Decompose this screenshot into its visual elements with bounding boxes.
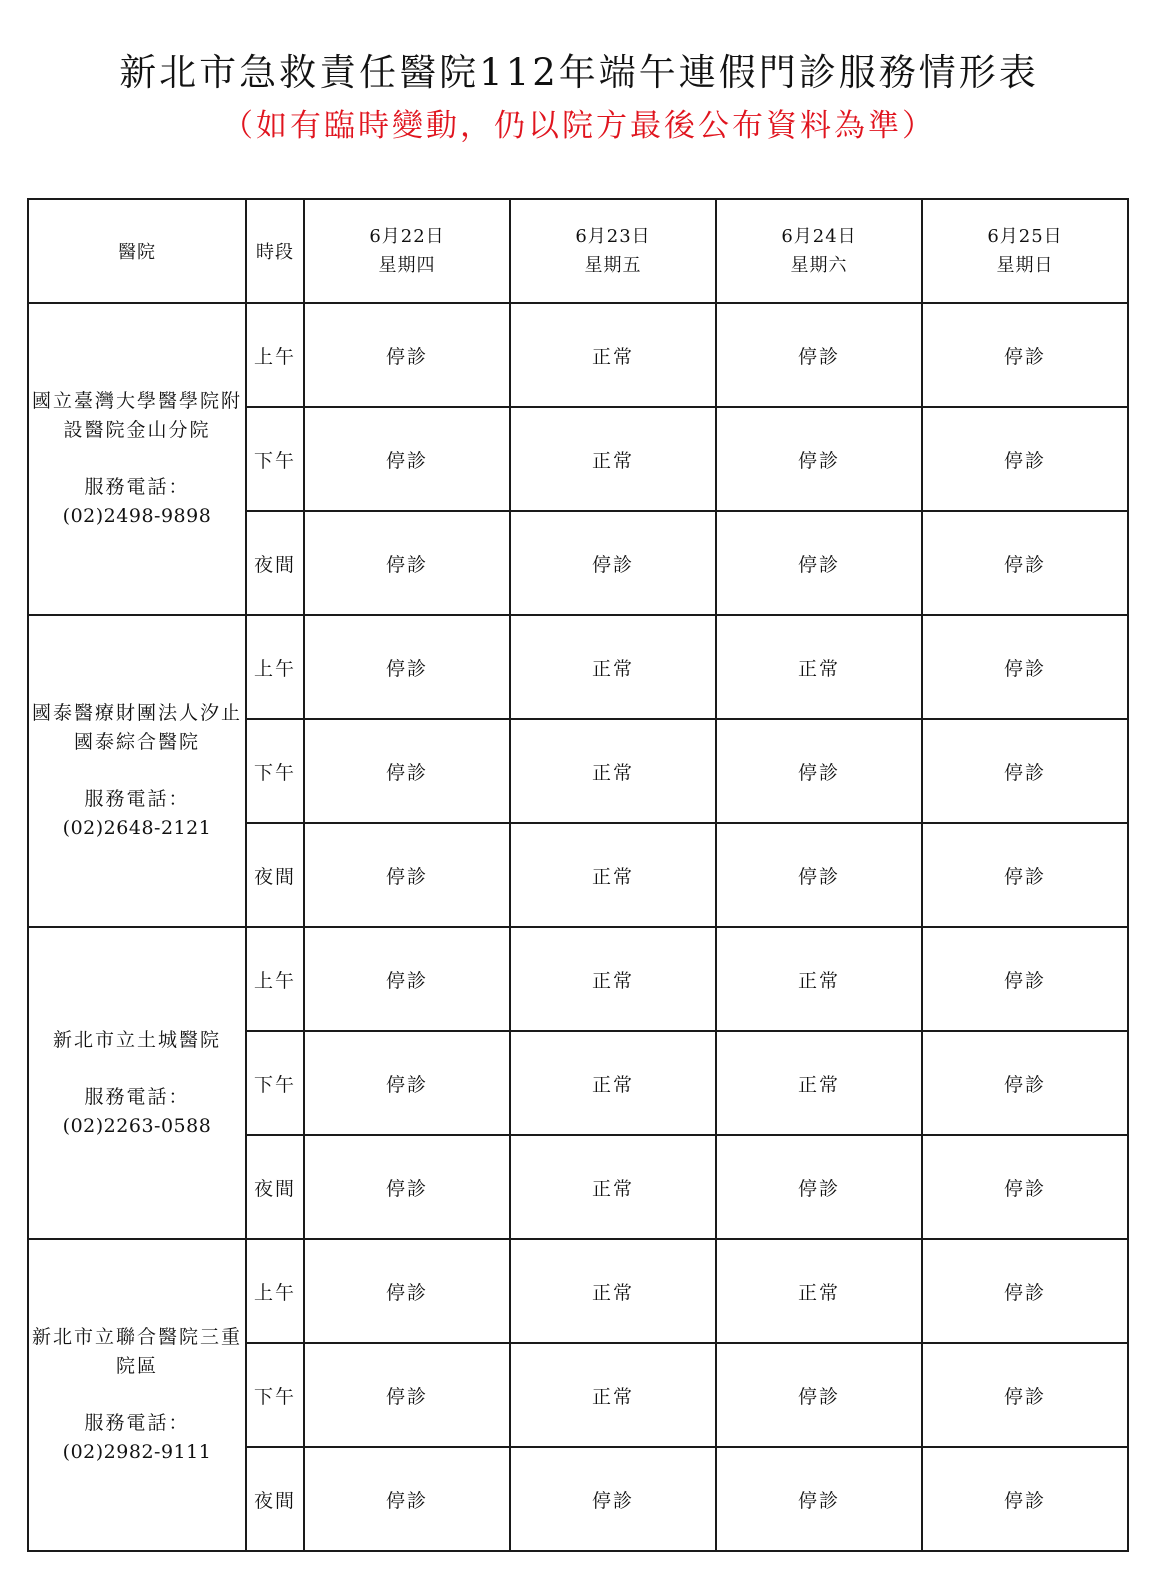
header-weekday: 星期五 [584, 255, 642, 276]
status-cell: 停診 [304, 719, 510, 823]
header-date: 6月25日 [987, 226, 1063, 247]
hospital-tel-label: 服務電話： [84, 476, 190, 498]
time-slot: 夜間 [246, 1135, 304, 1239]
status-cell: 正常 [716, 1031, 922, 1135]
header-time-slot: 時段 [246, 199, 304, 303]
status-cell: 正常 [510, 927, 716, 1031]
status-cell: 正常 [716, 1239, 922, 1343]
status-cell: 停診 [304, 511, 510, 615]
status-cell: 停診 [304, 1031, 510, 1135]
time-slot: 下午 [246, 1343, 304, 1447]
status-cell: 停診 [304, 1239, 510, 1343]
time-slot: 上午 [246, 615, 304, 719]
status-cell: 正常 [510, 1135, 716, 1239]
status-cell: 停診 [304, 303, 510, 407]
status-cell: 停診 [510, 511, 716, 615]
hospital-cell-cathay-xizhi [28, 615, 246, 927]
time-slot: 上午 [246, 1239, 304, 1343]
page-subtitle-notice: （如有臨時變動，仍以院方最後公布資料為準） [222, 108, 936, 144]
status-cell: 停診 [922, 511, 1128, 615]
status-cell: 停診 [304, 615, 510, 719]
hospital-tel: (02)2498-9898 [62, 505, 212, 527]
time-slot: 下午 [246, 1031, 304, 1135]
time-slot: 下午 [246, 719, 304, 823]
status-cell: 停診 [304, 927, 510, 1031]
status-cell: 停診 [922, 1343, 1128, 1447]
table-row [28, 303, 1128, 407]
time-slot: 夜間 [246, 1447, 304, 1551]
status-cell: 停診 [716, 303, 922, 407]
header-weekday: 星期四 [378, 255, 436, 276]
status-cell: 正常 [510, 407, 716, 511]
status-cell: 停診 [922, 823, 1128, 927]
hospital-cell-tucheng [28, 927, 246, 1239]
status-cell: 正常 [716, 927, 922, 1031]
time-slot: 下午 [246, 407, 304, 511]
page-title: 新北市急救責任醫院112年端午連假門診服務情形表 [119, 51, 1039, 94]
header-date: 6月22日 [369, 226, 445, 247]
status-cell: 停診 [304, 1343, 510, 1447]
header-hospital: 醫院 [28, 199, 246, 303]
status-cell: 停診 [922, 719, 1128, 823]
status-cell: 正常 [510, 719, 716, 823]
status-cell: 停診 [304, 1447, 510, 1551]
status-cell: 停診 [922, 1135, 1128, 1239]
status-cell: 停診 [304, 823, 510, 927]
status-cell: 停診 [716, 407, 922, 511]
status-cell: 停診 [922, 1447, 1128, 1551]
status-cell: 停診 [922, 407, 1128, 511]
header-weekday: 星期日 [996, 255, 1054, 276]
status-cell: 正常 [510, 1031, 716, 1135]
hospital-name: 新北市立土城醫院 [52, 1028, 221, 1051]
header-weekday: 星期六 [790, 255, 848, 276]
status-cell: 停診 [716, 823, 922, 927]
status-cell: 停診 [922, 927, 1128, 1031]
table-row [28, 1239, 1128, 1343]
status-cell: 停診 [716, 1343, 922, 1447]
status-cell: 停診 [716, 511, 922, 615]
hospital-name: 國立臺灣大學醫學院附設醫院金山分院 [31, 390, 242, 441]
hospital-tel-label: 服務電話： [84, 1412, 190, 1434]
status-cell: 停診 [716, 719, 922, 823]
status-cell: 正常 [510, 1239, 716, 1343]
header-date-0624 [716, 199, 922, 303]
time-slot: 夜間 [246, 823, 304, 927]
hospital-name: 國泰醫療財團法人汐止國泰綜合醫院 [31, 702, 242, 753]
status-cell: 停診 [922, 303, 1128, 407]
hospital-cell-jinshan [28, 303, 246, 615]
status-cell: 正常 [716, 615, 922, 719]
status-cell: 停診 [304, 1135, 510, 1239]
status-cell: 停診 [922, 1239, 1128, 1343]
hospital-tel-label: 服務電話： [84, 788, 190, 810]
hospital-tel: (02)2982-9111 [62, 1441, 212, 1463]
status-cell: 停診 [716, 1135, 922, 1239]
status-cell: 正常 [510, 615, 716, 719]
status-cell: 停診 [922, 1031, 1128, 1135]
time-slot: 上午 [246, 927, 304, 1031]
hospital-name: 新北市立聯合醫院三重院區 [31, 1326, 242, 1377]
status-cell: 正常 [510, 303, 716, 407]
status-cell: 正常 [510, 823, 716, 927]
time-slot: 上午 [246, 303, 304, 407]
hospital-tel-label: 服務電話： [84, 1085, 190, 1108]
status-cell: 正常 [510, 1343, 716, 1447]
header-date: 6月24日 [781, 226, 857, 247]
table-row [28, 927, 1128, 1031]
hospital-cell-sanchong [28, 1239, 246, 1551]
table-header-row [28, 199, 1128, 303]
status-cell: 停診 [716, 1447, 922, 1551]
hospital-tel: (02)2648-2121 [62, 817, 212, 839]
status-cell: 停診 [304, 407, 510, 511]
header-date-0625 [922, 199, 1128, 303]
header-date-0622 [304, 199, 510, 303]
header-date: 6月23日 [575, 226, 651, 247]
time-slot: 夜間 [246, 511, 304, 615]
status-cell: 停診 [922, 615, 1128, 719]
status-cell: 停診 [510, 1447, 716, 1551]
table-row [28, 615, 1128, 719]
hospital-tel: (02)2263-0588 [62, 1114, 212, 1137]
clinic-schedule-table [27, 198, 1129, 1552]
header-date-0623 [510, 199, 716, 303]
